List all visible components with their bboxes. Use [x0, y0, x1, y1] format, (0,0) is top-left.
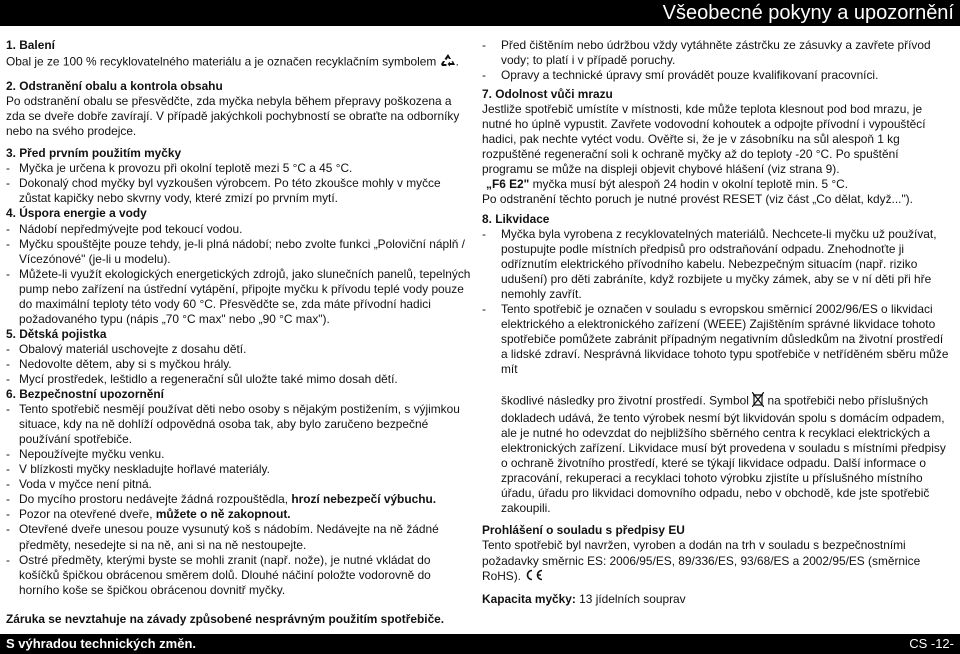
conformity-title: Prohlášení o souladu s předpisy EU — [482, 523, 685, 538]
conformity-text — [482, 538, 952, 584]
weee-text-b: škodlivé následky pro životní prostředí. Symbol — [501, 393, 749, 408]
section-1-text — [6, 53, 472, 72]
crossed-bin-icon — [752, 392, 764, 411]
section-1-title: 1. Balení — [6, 38, 55, 52]
section-2-text: Po odstranění obalu se přesvědčte, zda myčka nebyla během přepravy poškozena a zda se dveře dobře zavírají. V případě jakýchkoli pochybností se obraťte na odborníky nebo na svého prodejce. — [6, 94, 460, 139]
list-item-text: Pozor na otevřené dveře, — [19, 507, 156, 522]
page-title: Všeobecné pokyny a upozornění — [662, 2, 954, 24]
section-7-title: 7. Odolnost vůči mrazu — [482, 87, 613, 102]
ce-mark-icon — [524, 569, 544, 585]
list-item — [482, 302, 952, 517]
section-4-title: 4. Úspora energie a vody — [6, 206, 147, 221]
list-item: - Tento spotřebič nesmějí používat děti nebo osoby s nějakým postižením, s výjimkou situace, kdy na ně dohlíží odpovědná osoba tak, aby bylo zaručeno bezpečné používání spotřebiče. — [6, 402, 472, 447]
recycle-icon — [440, 53, 456, 72]
section-1-text-a: Obal je ze 100 % recyklovatelného materiálu a je označen recyklačním symbolem — [6, 54, 437, 69]
section-6-title: 6. Bezpečnostní upozornění — [6, 387, 164, 402]
section-7-reset: Po odstranění těchto poruch je nutné provést RESET (viz část „Co dělat, když..."). — [482, 192, 913, 207]
page-header — [0, 0, 960, 26]
left-column — [6, 38, 472, 598]
page-footer — [0, 634, 960, 654]
footer-disclaimer: S výhradou technických změn. — [6, 636, 197, 651]
capacity-value: 13 jídelních souprav — [575, 591, 686, 606]
error-code-text: myčka musí být alespoň 24 hodin v okolní teplotě min. 5 °C. — [529, 177, 849, 192]
list-item: - Opravy a technické úpravy smí provádět pouze kvalifikovaní pracovníci. — [482, 68, 952, 83]
list-item: - Otevřené dveře unesou pouze vysunutý koš s nádobím. Nedávejte na ně žádné předměty, nesedejte si na ně, ani si na ně nestoupejte. — [6, 522, 472, 552]
list-item-text: Do mycího prostoru nedávejte žádná rozpouštědla, — [19, 492, 292, 507]
list-item — [6, 492, 472, 507]
section-8-title: 8. Likvidace — [482, 211, 550, 226]
list-item — [6, 507, 472, 522]
list-item: - Dokonalý chod myčky byl vyzkoušen výrobcem. Po této zkoušce mohly v myčce zůstat kapičky nebo skvrny vody, které zmizí po prvním mytí. — [6, 176, 472, 206]
list-item: - Obalový materiál uschovejte z dosahu dětí. — [6, 342, 472, 357]
section-5-title: 5. Dětská pojistka — [6, 326, 107, 341]
section-7-text: Jestliže spotřebič umístíte v místnosti, kde může teplota klesnout pod bod mrazu, je nutné ho úplně vypustit. Zavřete vodovodní kohoutek a odpojte přívodní i vypouštěcí hadici, pak nechte vytéct vodu. Ověřte si, že je v zásobníku na sůl alespoň 1 kg rozpuštěné regenerační soli k ochraně myčky až do teploty -20 °C. Po spuštění programu se může na displeji objevit chybové hlášení (viz strana 9). — [482, 102, 926, 177]
section-3-title: 3. Před prvním použitím myčky — [6, 146, 182, 161]
list-item: - Voda v myčce není pitná. — [6, 477, 472, 492]
list-item: - Nepoužívejte myčku venku. — [6, 447, 472, 462]
section-1-text-b: . — [455, 54, 459, 69]
weee-text: Tento spotřebič je označen v souladu s evropskou směrnicí 2002/96/ES o likvidaci elektrického a elektronického zařízení (WEEE) Zajištěním správné likvidace tohoto spotřebiče pomůžete zabránit případným negativním důsledkům na životní prostředí a lidské zdraví. Nesprávná likvidace tohoto typu spotřebiče v netříděném sběru může mít — [501, 301, 949, 376]
list-item: - Nádobí nepředmývejte pod tekoucí vodou. — [6, 222, 472, 237]
list-item: - Myčka je určena k provozu při okolní teplotě mezi 5 °C a 45 °C. — [6, 161, 472, 176]
list-item: - Myčka byla vyrobena z recyklovatelných materiálů. Nechcete-li myčku už používat, postupujte podle místních předpisů pro odstraňování odpadu. Znehodnoťte ji odříznutím elektrického přívodního kabelu. Nebezpečným situacím (např. riziko udušení) pro děti zabráníte, když rozbijete u myčky zámek, aby se v ní děti při hře nemohly zavřít. — [482, 227, 952, 302]
weee-text-c: na spotřebiči nebo příslušných dokladech udává, že tento výrobek nesmí být likvidován spolu s domácím odpadem, ale je nutné ho odevzdat do nejbližšího sběrného centra k recyklaci elektrických a elektronických zařízení. Likvidace musí být provedena v souladu s místními předpisy o ochraně životního prostředí, které se týkají likvidace odpadu. Další informace o zpracování, rekuperaci a recyklaci tohoto výrobku zjistíte u příslušného místního úřadu, úřadu pro likvidaci domovního odpadu, nebo v obchodě, kde jste spotřebič zakoupili. — [501, 393, 946, 516]
list-item: - Nedovolte dětem, aby si s myčkou hrály. — [6, 357, 472, 372]
list-item: - V blízkosti myčky neskladujte hořlavé materiály. — [6, 462, 472, 477]
conformity-text-body: Tento spotřebič byl navržen, vyroben a dodán na trh v souladu s bezpečnostními požadavky směrnic ES: 2006/95/ES, 89/336/ES, 93/68/ES a 2002/95/ES (směrnice RoHS). — [482, 538, 921, 583]
explosion-warning: hrozí nebezpečí výbuchu. — [291, 492, 437, 507]
list-item: - Před čištěním nebo údržbou vždy vytáhněte zástrčku ze zásuvky a zavřete přívod vody; to platí i v případě poruchy. — [482, 38, 952, 68]
capacity — [482, 592, 952, 607]
section-7-f6 — [482, 177, 952, 192]
right-column — [482, 38, 952, 607]
list-item: - Mycí prostředek, leštidlo a regenerační sůl uložte také mimo dosah dětí. — [6, 372, 472, 387]
warranty-note: Záruka se nevztahuje na závady způsobené nesprávným použitím spotřebiče. — [6, 612, 445, 626]
error-code: „F6 E2" — [486, 177, 530, 192]
page-number: CS -12- — [909, 636, 954, 651]
list-item: - Myčku spouštějte pouze tehdy, je-li plná nádobí; nebo zvolte funkci „Poloviční náplň / Vícezónové" (je-li u modelu). — [6, 237, 472, 267]
list-item: - Ostré předměty, kterými byste se mohli zranit (např. nože), je nutné vkládat do košíčků špičkou obrácenou směrem dolů. Dlouhé náčiní položte vodorovně do horního koše se špičkou obrácenou dovnitř myčky. — [6, 553, 472, 598]
capacity-label: Kapacita myčky: — [482, 591, 576, 606]
list-item: - Můžete-li využít ekologických energetických zdrojů, jako slunečních panelů, tepelných pump nebo zařízení na ústřední vytápění, připojte myčku k přívodu teplé vody pouze do maximální teploty této vody 60 °C. Přesvědčte se, zda máte přívodní hadici požadovaného typu (nápis „70 °C max" nebo „90 °C max"). — [6, 267, 472, 327]
section-2-title: 2. Odstranění obalu a kontrola obsahu — [6, 79, 223, 94]
trip-warning: můžete o ně zakopnout. — [155, 507, 291, 522]
